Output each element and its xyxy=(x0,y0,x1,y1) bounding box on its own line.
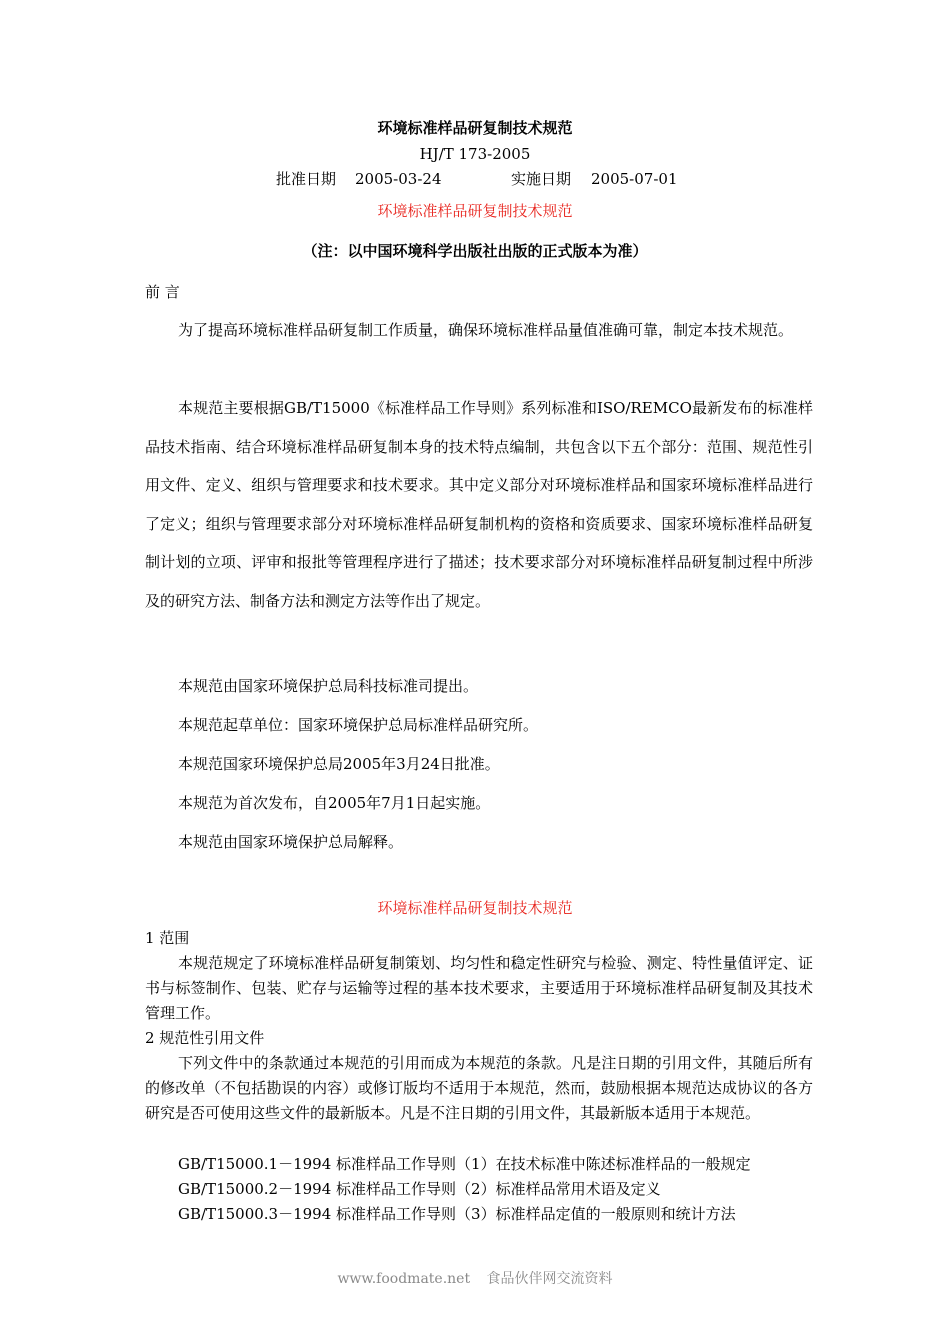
edition-note: （注：以中国环境科学出版社出版的正式版本为准） xyxy=(302,242,648,260)
preface-paragraph-6: 本规范为首次发布，自2005年7月1日起实施。 xyxy=(178,794,491,812)
section-1-heading: 1 范围 xyxy=(145,929,190,947)
document-title: 环境标准样品研复制技术规范 xyxy=(377,119,573,137)
preface-paragraph-5: 本规范国家环境保护总局2005年3月24日批准。 xyxy=(178,755,500,773)
reference-item: GB/T15000.1－1994 标准样品工作导则（1）在技术标准中陈述标准样品的一般规定 xyxy=(178,1155,751,1173)
reference-item: GB/T15000.3－1994 标准样品工作导则（3）标准样品定值的一般原则和统计方法 xyxy=(178,1205,736,1223)
preface-paragraph-3: 本规范由国家环境保护总局科技标准司提出。 xyxy=(178,677,479,695)
section-2-text: 下列文件中的条款通过本规范的引用而成为本规范的条款。凡是注日期的引用文件，其随后所有的修改单（不包括勘误的内容）或修订版均不适用于本规范，然而，鼓励根据本规范达成协议的各方研究是否可使用这些文件的最新版本。凡是不注日期的引用文件，其最新版本适用于本规范。 xyxy=(145,1054,813,1122)
preface-paragraph-2: 本规范主要根据GB/T15000《标准样品工作导则》系列标准和ISO/REMCO最新发布的标准样品技术指南、结合环境标准样品研复制本身的技术特点编制，共包含以下五个部分：范围、规范性引用文件、定义、组织与管理要求和技术要求。其中定义部分对环境标准样品和国家环境标准样品进行了定义；组织与管理要求部分对环境标准样品研复制机构的资格和资质要求、国家环境标准样品研复制计划的立项、评审和报批等管理程序进行了描述；技术要求部分对环境标准样品研复制过程中所涉及的研究方法、制备方法和测定方法等作出了规定。 xyxy=(145,399,813,610)
approve-date-label: 批准日期 xyxy=(276,170,337,188)
implement-date-label: 实施日期 xyxy=(511,170,572,188)
standard-code: HJ/T 173-2005 xyxy=(419,145,531,163)
implement-date: 2005-07-01 xyxy=(591,170,678,188)
preface-paragraph-4: 本规范起草单位：国家环境保护总局标准样品研究所。 xyxy=(178,716,539,734)
page-footer xyxy=(0,1270,950,1288)
preface-paragraph-7: 本规范由国家环境保护总局解释。 xyxy=(178,833,404,851)
approve-date: 2005-03-24 xyxy=(355,170,442,188)
footer-site: www.foodmate.net xyxy=(337,1271,471,1287)
reference-item: GB/T15000.2－1994 标准样品工作导则（2）标准样品常用术语及定义 xyxy=(178,1180,661,1198)
section-1-text: 本规范规定了环境标准样品研复制策划、均匀性和稳定性研究与检验、测定、特性量值评定、证书与标签制作、包装、贮存与运输等过程的基本技术要求，主要适用于环境标准样品研复制及其技术管理工作。 xyxy=(145,954,813,1022)
red-title-top: 环境标准样品研复制技术规范 xyxy=(377,202,573,220)
preface-paragraph-1: 为了提高环境标准样品研复制工作质量，确保环境标准样品量值准确可靠，制定本技术规范。 xyxy=(178,321,794,339)
preface-heading: 前 言 xyxy=(145,283,180,301)
red-title-body: 环境标准样品研复制技术规范 xyxy=(377,899,573,917)
section-2-heading: 2 规范性引用文件 xyxy=(145,1029,265,1047)
footer-slogan: 食品伙伴网交流资料 xyxy=(486,1271,613,1287)
